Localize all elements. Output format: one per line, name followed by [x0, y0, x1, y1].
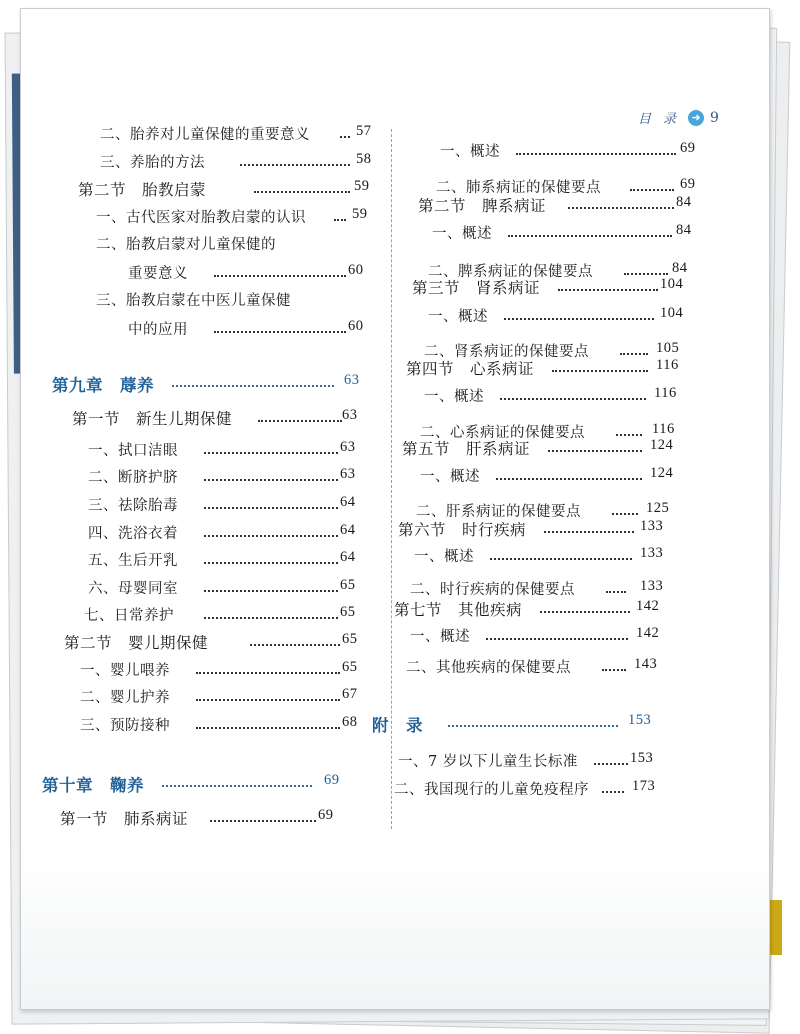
toc-item-line: 二、胎教启蒙对儿童保健的: [96, 237, 276, 253]
page-shadow: [21, 849, 769, 1009]
header-title: 目 录: [638, 112, 681, 127]
toc-item-line: 三、胎教启蒙在中医儿童保健: [96, 293, 291, 309]
arrow-icon: ➜: [688, 110, 704, 126]
page-number: 9: [710, 110, 719, 126]
cover-edge-yellow: [770, 900, 782, 955]
